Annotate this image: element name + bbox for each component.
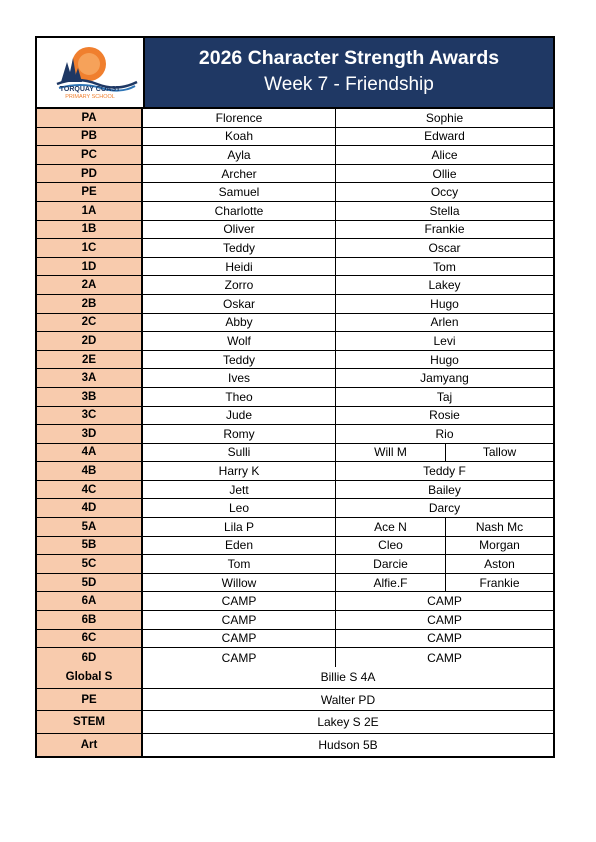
awardee-name: Teddy [143,351,336,369]
logo-school-name: TORQUAY COAST [59,86,121,93]
awardee-name: Willow [143,574,336,592]
award-category: STEM [37,711,143,732]
table-row [37,407,553,426]
page-title: 2026 Character Strength Awards [198,47,500,69]
class-code: 5D [37,574,143,592]
awardee-name: Levi [433,333,456,348]
awardee-name: Archer [143,165,336,183]
awardee-name: Ayla [143,146,336,164]
awardee-name: CAMP [143,611,336,629]
table-row [37,202,553,221]
awardee-name: Florence [143,109,336,127]
awardee-name: CAMP [427,650,462,665]
class-code: 3C [37,407,143,425]
awardee-name: Teddy F [423,464,466,479]
awardee-name: Eden [143,537,336,555]
class-code: 2A [37,276,143,294]
table-row [37,165,553,184]
awardee-name: Harry K [143,462,336,480]
awardee-name: Ives [143,369,336,387]
awardee-name: Edward [424,129,465,144]
awardee-name: Sophie [425,110,464,125]
awards-table [35,36,555,758]
awardee-name: Rio [435,426,454,441]
awardee-name: CAMP [427,631,462,646]
awardee-name: CAMP [143,630,336,648]
class-code: 6C [37,630,143,648]
table-row [37,351,553,370]
awardee-name: Tallow [482,445,517,460]
awardee-name: Tom [143,555,336,573]
table-row [37,146,553,165]
class-code: 3D [37,425,143,443]
award-category: Art [37,734,143,756]
special-award-row [37,734,553,756]
class-code: 1B [37,221,143,239]
class-code: PD [37,165,143,183]
awardee-name: Walter PD [320,692,376,707]
table-row [37,481,553,500]
awardee-name: Leo [143,499,336,517]
awardee-name: Taj [436,389,453,404]
class-code: 1D [37,258,143,276]
awardee-name: CAMP [427,612,462,627]
table-row [37,109,553,128]
class-rows [37,109,553,667]
table-row [37,128,553,147]
awardee-name: Romy [143,425,336,443]
awardee-name: Occy [430,185,459,200]
class-code: 3B [37,388,143,406]
class-code: 5B [37,537,143,555]
awardee-name: Arlen [430,315,459,330]
awardee-name: Lakey S 2E [317,715,379,730]
table-row [37,462,553,481]
table-row [37,537,553,556]
table-row [37,648,553,667]
class-code: 2C [37,314,143,332]
class-code: PC [37,146,143,164]
awardee-name: Oskar [143,295,336,313]
class-code: 6D [37,648,143,667]
table-row [37,611,553,630]
class-code: PA [37,109,143,127]
class-code: 2D [37,332,143,350]
class-code: PE [37,183,143,201]
awardee-name: Heidi [143,258,336,276]
class-code: 5A [37,518,143,536]
table-row [37,295,553,314]
awardee-name: Bailey [428,482,461,497]
awardee-name: Ace N [336,518,446,536]
page-subtitle: Week 7 - Friendship [264,74,434,95]
award-category: Global S [37,667,143,688]
class-code: PB [37,128,143,146]
awardee-name: Billie S 4A [320,670,376,685]
class-code: 4D [37,499,143,517]
awardee-name: Sulli [143,444,336,462]
awardee-name: Jamyang [420,371,469,386]
school-logo [37,38,145,107]
awardee-name: Ollie [432,166,457,181]
table-row [37,258,553,277]
table-row [37,239,553,258]
awardee-name: CAMP [143,592,336,610]
award-category: PE [37,689,143,710]
title-banner [145,38,553,107]
awardee-name: Frankie [479,575,520,590]
awardee-name: Koah [143,128,336,146]
awardee-name: Jett [143,481,336,499]
class-code: 4B [37,462,143,480]
table-row [37,183,553,202]
table-row [37,388,553,407]
awardee-name: Lakey [428,278,461,293]
awardee-name: Hugo [430,296,459,311]
awardee-name: Oscar [428,240,461,255]
table-row [37,221,553,240]
table-row [37,555,553,574]
table-row [37,314,553,333]
special-award-row [37,711,553,733]
class-code: 6B [37,611,143,629]
class-code: 1A [37,202,143,220]
awardee-name: Hugo [430,352,459,367]
awardee-name: Wolf [143,332,336,350]
table-row [37,574,553,593]
class-code: 3A [37,369,143,387]
awardee-name: Cleo [336,537,446,555]
class-code: 2E [37,351,143,369]
awardee-name: Tom [433,259,456,274]
awardee-name: Charlotte [143,202,336,220]
awardee-name: Stella [429,203,460,218]
table-row [37,518,553,537]
class-code: 1C [37,239,143,257]
awardee-name: Darcie [336,555,446,573]
table-row [37,592,553,611]
awardee-name: Darcy [428,501,461,516]
class-code: 5C [37,555,143,573]
special-award-row [37,667,553,689]
awardee-name: Alice [431,147,458,162]
awardee-name: Aston [484,557,515,572]
awardee-name: Zorro [143,276,336,294]
table-row [37,630,553,649]
class-code: 6A [37,592,143,610]
awardee-name: Teddy [143,239,336,257]
awardee-name: Samuel [143,183,336,201]
table-row [37,276,553,295]
awardee-name: Jude [143,407,336,425]
class-code: 4C [37,481,143,499]
awardee-name: Alfie.F [336,574,446,592]
table-row [37,444,553,463]
table-header [37,38,553,109]
logo-school-type: PRIMARY SCHOOL [65,94,115,100]
awardee-name: Rosie [429,408,460,423]
awardee-name: Lila P [143,518,336,536]
class-code: 4A [37,444,143,462]
special-awards [37,667,553,756]
awardee-name: Oliver [143,221,336,239]
awardee-name: CAMP [143,648,336,667]
awardee-name: Hudson 5B [318,737,378,752]
class-code: 2B [37,295,143,313]
awardee-name: CAMP [427,594,462,609]
table-row [37,369,553,388]
table-row [37,425,553,444]
special-award-row [37,689,553,711]
awardee-name: Frankie [424,222,465,237]
table-row [37,499,553,518]
awardee-name: Will M [336,444,446,462]
awardee-name: Theo [143,388,336,406]
awardee-name: Nash Mc [475,519,524,534]
awardee-name: Abby [143,314,336,332]
table-row [37,332,553,351]
awardee-name: Morgan [479,538,520,553]
